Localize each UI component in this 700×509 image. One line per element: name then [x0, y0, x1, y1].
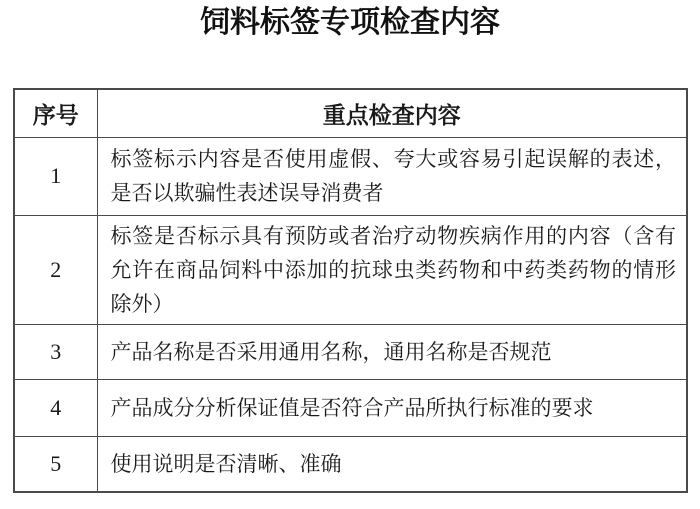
row-content-cell: 标签标示内容是否使用虚假、夸大或容易引起误解的表述，是否以欺骗性表述误导消费者 [97, 137, 687, 215]
row-content-cell: 标签是否标示具有预防或者治疗动物疾病作用的内容（含有允许在商品饲料中添加的抗球虫类药物和中药类药物的情形除外） [97, 215, 687, 324]
row-content-cell: 使用说明是否清晰、准确 [97, 436, 687, 492]
table-row [14, 324, 687, 379]
table-row [14, 379, 687, 436]
row-index-cell: 4 [14, 379, 97, 436]
row-index-cell: 1 [14, 137, 97, 215]
row-content-cell: 产品名称是否采用通用名称，通用名称是否规范 [97, 324, 687, 379]
inspection-table [13, 88, 688, 493]
table-row [14, 436, 687, 492]
table-row [14, 137, 687, 215]
row-content-cell: 产品成分分析保证值是否符合产品所执行标准的要求 [97, 379, 687, 436]
table-row [14, 215, 687, 324]
row-index-cell: 5 [14, 436, 97, 492]
page-title: 饲料标签专项检查内容 [200, 6, 500, 39]
header-index-cell: 序号 [14, 89, 97, 137]
row-index-cell: 2 [14, 215, 97, 324]
header-content-cell: 重点检查内容 [97, 89, 687, 137]
row-index-cell: 3 [14, 324, 97, 379]
table-header-row [14, 89, 687, 137]
